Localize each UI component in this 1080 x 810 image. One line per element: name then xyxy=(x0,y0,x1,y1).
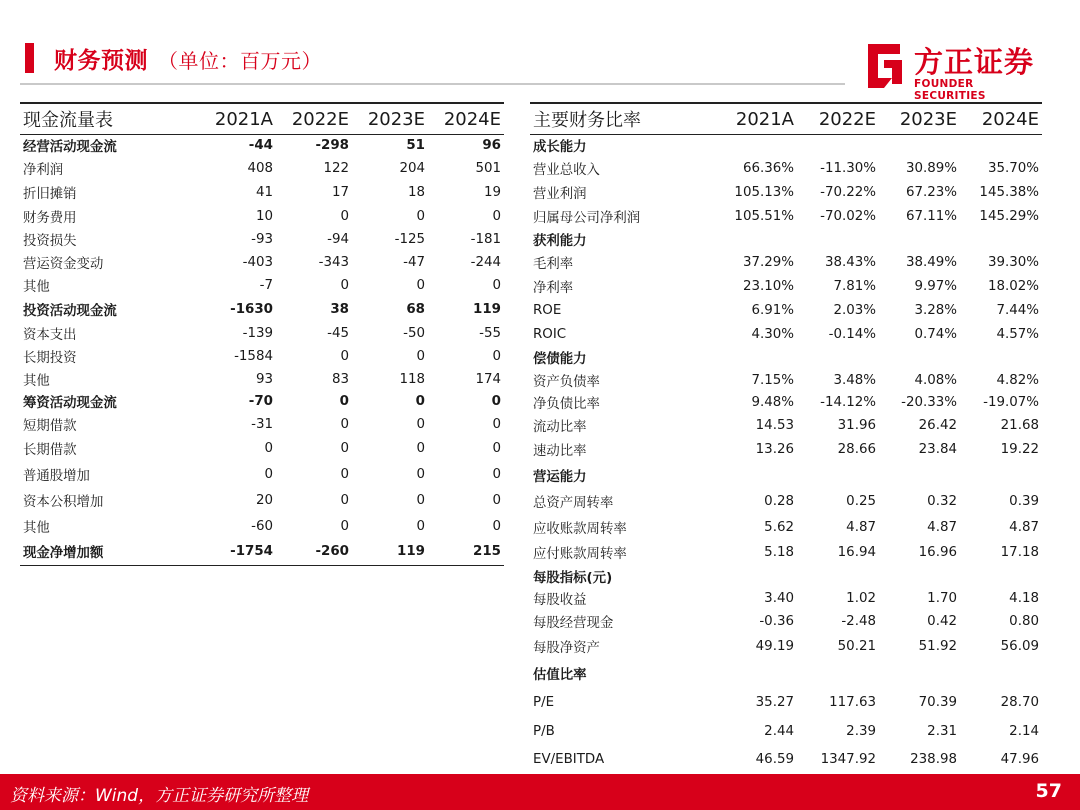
row-label: 其他 xyxy=(23,373,50,389)
row-value: 28.70 xyxy=(1000,694,1039,710)
row-value: 0 xyxy=(416,467,425,482)
row-value: 21.68 xyxy=(1000,417,1039,433)
row-label: 净负债比率 xyxy=(533,397,600,412)
row-value: 0 xyxy=(492,493,501,508)
row-value: 41 xyxy=(255,185,273,200)
title-unit: （单位：百万元） xyxy=(158,49,322,73)
row-value: -260 xyxy=(276,539,352,566)
row-value: 119 xyxy=(473,302,501,317)
row-value: 5.18 xyxy=(764,545,794,560)
row-value: 117.63 xyxy=(829,694,876,710)
row-label: 每股经营现金 xyxy=(533,616,614,631)
row-value: 6.91% xyxy=(751,303,794,318)
row-value: 66.36% xyxy=(742,161,794,176)
row-value: 2.44 xyxy=(764,723,794,739)
row-value: 7.15% xyxy=(751,372,794,388)
row-value xyxy=(710,229,797,251)
row-value: 4.87 xyxy=(1009,519,1039,535)
row-label: 短期借款 xyxy=(23,418,77,434)
row-value: -45 xyxy=(327,326,349,341)
row-value: -93 xyxy=(251,231,273,247)
section-row xyxy=(20,298,504,322)
row-value xyxy=(960,566,1042,588)
row-value: 3.40 xyxy=(764,591,794,606)
row-value xyxy=(797,463,879,489)
table-row xyxy=(530,299,1042,323)
row-value: 0 xyxy=(492,416,501,432)
section-row xyxy=(530,659,1042,688)
row-label: 估值比率 xyxy=(533,667,587,683)
row-label: 净利率 xyxy=(533,281,574,296)
row-value: 20 xyxy=(255,493,273,508)
row-value: -244 xyxy=(470,254,501,270)
row-value: 501 xyxy=(475,161,501,176)
row-value: -181 xyxy=(470,231,501,247)
row-value: 0 xyxy=(264,441,273,456)
row-value: 174 xyxy=(475,371,501,387)
row-value: 145.29% xyxy=(979,209,1039,224)
row-value: -0.14% xyxy=(828,327,876,342)
table-row xyxy=(530,323,1042,347)
row-label: 资本支出 xyxy=(23,328,77,343)
page-number: 57 xyxy=(1035,780,1062,802)
row-value: 4.57% xyxy=(996,327,1039,342)
row-label: 现金净增加额 xyxy=(20,539,200,566)
table-title-header: 主要财务比率 xyxy=(530,103,710,135)
year-column-header: 2024E xyxy=(960,103,1042,135)
row-value: 0 xyxy=(492,349,501,364)
row-value: -31 xyxy=(251,416,273,432)
row-value: 38.49% xyxy=(905,255,957,270)
row-value: 46.59 xyxy=(710,746,797,775)
section-row xyxy=(20,539,504,566)
row-value: 31.96 xyxy=(837,417,876,433)
row-value: 4.30% xyxy=(751,327,794,342)
row-value: 17.18 xyxy=(1000,545,1039,560)
row-label: ROE xyxy=(533,303,562,318)
row-value: 38 xyxy=(330,302,349,317)
row-value: 0 xyxy=(416,416,425,432)
row-label: 筹资活动现金流 xyxy=(23,396,117,411)
row-value: 238.98 xyxy=(879,746,960,775)
section-row xyxy=(530,463,1042,489)
row-value xyxy=(797,566,879,588)
row-value: 0 xyxy=(491,394,501,409)
table-row xyxy=(530,392,1042,414)
row-label: 资本公积增加 xyxy=(23,495,104,510)
section-row xyxy=(20,391,504,413)
row-value xyxy=(879,566,960,588)
row-value xyxy=(710,659,797,688)
row-value: -1584 xyxy=(234,349,273,364)
row-label: 资产负债率 xyxy=(533,374,600,390)
row-label: 净利润 xyxy=(23,163,64,178)
logo-cn-text: 方正证券 xyxy=(914,45,1035,79)
row-value: 119 xyxy=(352,539,428,566)
title-text: 财务预测 xyxy=(54,48,148,74)
row-value xyxy=(879,463,960,489)
row-value xyxy=(879,659,960,688)
row-value xyxy=(960,347,1042,369)
row-label: 其他 xyxy=(23,520,50,536)
row-value: 0.25 xyxy=(846,494,876,509)
row-value: 37.29% xyxy=(742,255,794,270)
table-row xyxy=(20,322,504,346)
row-value: -50 xyxy=(403,326,425,341)
row-label: 每股净资产 xyxy=(533,640,600,656)
row-value: -14.12% xyxy=(820,395,876,410)
row-value: 0 xyxy=(492,208,501,224)
row-label: 折旧摊销 xyxy=(23,187,77,202)
table-row xyxy=(530,251,1042,275)
row-value: 122 xyxy=(323,161,349,176)
row-value xyxy=(960,229,1042,251)
row-value: 1.70 xyxy=(927,591,957,606)
row-value: 0.32 xyxy=(927,494,957,509)
table-row xyxy=(20,413,504,436)
section-row xyxy=(530,135,1042,157)
row-value: -298 xyxy=(315,138,349,154)
row-value: 9.48% xyxy=(751,395,794,410)
row-value: -94 xyxy=(327,231,349,247)
row-value: 0 xyxy=(340,349,349,364)
row-value: 7.81% xyxy=(833,279,876,294)
row-label: 毛利率 xyxy=(533,257,574,272)
row-value: 0 xyxy=(340,278,349,293)
footer-bar xyxy=(0,774,1080,810)
row-label: 归属母公司净利润 xyxy=(533,211,641,226)
row-value: -70.02% xyxy=(820,209,876,224)
table-title-header: 现金流量表 xyxy=(20,103,200,135)
founder-logo-icon xyxy=(862,40,908,90)
table-row xyxy=(20,346,504,368)
table-row xyxy=(20,181,504,205)
table-row xyxy=(20,205,504,228)
table-row xyxy=(20,436,504,462)
row-value: 2.31 xyxy=(927,723,957,739)
row-value: 51 xyxy=(406,138,425,154)
ratios-table xyxy=(530,102,1042,775)
table-row xyxy=(530,610,1042,634)
row-value xyxy=(879,229,960,251)
row-label: EV/EBITDA xyxy=(530,746,710,775)
row-value: 0 xyxy=(339,394,349,409)
row-value: 0 xyxy=(415,394,425,409)
row-value: 18 xyxy=(407,185,425,200)
row-value: -44 xyxy=(248,138,273,154)
source-note: 资料来源：Wind，方正证券研究所整理 xyxy=(10,786,309,806)
year-column-header: 2023E xyxy=(352,103,428,135)
row-value xyxy=(797,659,879,688)
table-row xyxy=(530,369,1042,392)
row-value: 9.97% xyxy=(914,279,957,294)
table-row xyxy=(20,514,504,539)
row-value xyxy=(710,135,797,157)
row-label: 总资产周转率 xyxy=(533,496,614,511)
row-value xyxy=(960,659,1042,688)
row-label: 投资损失 xyxy=(23,233,77,249)
row-label: 经营活动现金流 xyxy=(23,140,117,156)
row-value: 0.80 xyxy=(1009,614,1039,629)
row-value: -125 xyxy=(394,231,425,247)
row-label: 应付账款周转率 xyxy=(533,547,627,562)
row-value: 0 xyxy=(340,467,349,482)
year-column-header: 2021A xyxy=(710,103,797,135)
row-value: 0.42 xyxy=(927,614,957,629)
row-value: 50.21 xyxy=(837,638,876,654)
row-value: 68 xyxy=(406,302,425,317)
table-row xyxy=(530,275,1042,299)
row-value xyxy=(797,135,879,157)
row-value: 215 xyxy=(428,539,504,566)
row-value: 18.02% xyxy=(987,279,1039,294)
row-label: 财务费用 xyxy=(23,210,77,226)
page-title xyxy=(54,42,322,75)
row-value: 2.39 xyxy=(846,723,876,739)
row-value: 0 xyxy=(416,349,425,364)
row-value: 30.89% xyxy=(905,161,957,176)
row-value: 17 xyxy=(331,185,349,200)
row-value: 4.08% xyxy=(914,372,957,388)
table-row xyxy=(530,515,1042,540)
row-value: 0 xyxy=(492,518,501,534)
row-value: 0 xyxy=(416,208,425,224)
row-value: 35.70% xyxy=(987,161,1039,176)
row-value: 93 xyxy=(255,371,273,387)
row-value: -55 xyxy=(479,326,501,341)
row-value: 408 xyxy=(247,161,273,176)
year-column-header: 2022E xyxy=(276,103,352,135)
table-row xyxy=(530,688,1042,717)
year-column-header: 2024E xyxy=(428,103,504,135)
row-value: 4.87 xyxy=(846,519,876,535)
table-row xyxy=(530,746,1042,775)
row-value: -343 xyxy=(318,254,349,270)
row-value xyxy=(960,463,1042,489)
row-value: 145.38% xyxy=(979,185,1039,200)
row-label: 获利能力 xyxy=(533,234,587,249)
row-value: -7 xyxy=(259,278,273,293)
table-row xyxy=(20,488,504,514)
year-column-header: 2021A xyxy=(200,103,276,135)
row-value: 49.19 xyxy=(755,638,794,654)
row-value: 3.28% xyxy=(914,303,957,318)
table-row xyxy=(530,205,1042,229)
table-row xyxy=(20,251,504,274)
row-value xyxy=(797,229,879,251)
row-value: 0.74% xyxy=(914,327,957,342)
row-value: 19 xyxy=(483,185,501,200)
row-value: 13.26 xyxy=(755,442,794,457)
row-value: 4.82% xyxy=(996,372,1039,388)
table-row xyxy=(530,634,1042,659)
row-value: 7.44% xyxy=(996,303,1039,318)
cashflow-table xyxy=(20,102,504,566)
row-value: 0 xyxy=(340,493,349,508)
row-value: -70 xyxy=(248,394,273,409)
row-value: 51.92 xyxy=(918,638,957,654)
row-value: 204 xyxy=(399,161,425,176)
row-value: 47.96 xyxy=(960,746,1042,775)
table-row xyxy=(530,414,1042,437)
row-label: 营运能力 xyxy=(533,470,587,485)
row-value: 0 xyxy=(416,278,425,293)
row-value: 0 xyxy=(340,416,349,432)
row-label: 成长能力 xyxy=(533,140,587,156)
table-row xyxy=(530,157,1042,181)
row-value: 0 xyxy=(492,441,501,456)
row-value: 1.02 xyxy=(846,591,876,606)
section-row xyxy=(530,566,1042,588)
row-value: 0 xyxy=(264,467,273,482)
row-value: 105.13% xyxy=(734,185,794,200)
row-value: 0 xyxy=(416,441,425,456)
row-label: P/B xyxy=(533,723,555,739)
title-divider xyxy=(20,83,845,85)
logo-en-text: FOUNDER SECURITIES xyxy=(914,78,986,102)
section-row xyxy=(530,347,1042,369)
row-value: 10 xyxy=(255,208,273,224)
row-value: 5.62 xyxy=(764,519,794,535)
row-value xyxy=(710,566,797,588)
section-row xyxy=(530,229,1042,251)
row-value: 67.11% xyxy=(905,209,957,224)
row-value: 0 xyxy=(340,208,349,224)
row-value: 0 xyxy=(416,518,425,534)
table-row xyxy=(20,368,504,391)
row-value: -403 xyxy=(242,254,273,270)
row-value: 1347.92 xyxy=(797,746,879,775)
row-value: 105.51% xyxy=(734,209,794,224)
row-label: ROIC xyxy=(533,327,567,342)
row-value: 39.30% xyxy=(987,255,1039,270)
row-label: 应收账款周转率 xyxy=(533,521,627,537)
row-value: -1630 xyxy=(230,302,273,317)
row-value: 56.09 xyxy=(1000,638,1039,654)
row-value: 0 xyxy=(492,278,501,293)
row-value: 96 xyxy=(482,138,501,154)
row-value: 23.10% xyxy=(742,279,794,294)
row-label: 流动比率 xyxy=(533,419,587,435)
table-row xyxy=(20,274,504,298)
title-accent-bar xyxy=(25,43,34,73)
row-value: 14.53 xyxy=(755,417,794,433)
row-value: -2.48 xyxy=(841,614,876,629)
row-value: 0 xyxy=(416,493,425,508)
row-label: 普通股增加 xyxy=(23,469,90,484)
row-label: 偿债能力 xyxy=(533,352,587,367)
row-value: -139 xyxy=(242,326,273,341)
row-label: 每股指标(元) xyxy=(533,571,613,586)
section-row xyxy=(20,135,504,157)
row-label: 其他 xyxy=(23,280,50,295)
row-value: 0.28 xyxy=(764,494,794,509)
row-value xyxy=(960,135,1042,157)
row-value: 0 xyxy=(340,518,349,534)
row-value: 16.94 xyxy=(837,545,876,560)
row-value: 4.87 xyxy=(927,519,957,535)
table-row xyxy=(530,181,1042,205)
row-value xyxy=(879,347,960,369)
row-label: 每股收益 xyxy=(533,593,587,608)
table-row xyxy=(20,462,504,488)
table-row xyxy=(20,228,504,251)
row-value: 28.66 xyxy=(837,442,876,457)
row-value: 16.96 xyxy=(918,545,957,560)
row-value: 2.14 xyxy=(1009,723,1039,739)
row-value: 23.84 xyxy=(918,442,957,457)
table-row xyxy=(20,157,504,181)
row-value: -19.07% xyxy=(983,395,1039,410)
row-value: -20.33% xyxy=(901,395,957,410)
row-value: 83 xyxy=(331,371,349,387)
table-row xyxy=(530,588,1042,610)
row-label: 营运资金变动 xyxy=(23,256,104,272)
row-value: -0.36 xyxy=(759,614,794,629)
row-value: -70.22% xyxy=(820,185,876,200)
row-value: 2.03% xyxy=(833,303,876,318)
row-value: 3.48% xyxy=(833,372,876,388)
row-label: 营业总收入 xyxy=(533,163,600,178)
row-value: -1754 xyxy=(200,539,276,566)
year-column-header: 2022E xyxy=(797,103,879,135)
row-label: 投资活动现金流 xyxy=(23,304,117,319)
row-value: -11.30% xyxy=(820,161,876,176)
founder-logo xyxy=(862,38,1047,102)
row-value: 4.18 xyxy=(1009,591,1039,606)
row-value: -60 xyxy=(251,518,273,534)
row-value: 70.39 xyxy=(918,694,957,710)
row-value: 0 xyxy=(340,441,349,456)
table-row xyxy=(530,489,1042,515)
row-value: 0 xyxy=(492,467,501,482)
row-value: -47 xyxy=(403,254,425,270)
row-label: 长期借款 xyxy=(23,443,77,458)
row-value: 67.23% xyxy=(905,185,957,200)
row-value xyxy=(879,135,960,157)
row-label: 速动比率 xyxy=(533,444,587,459)
row-value: 0.39 xyxy=(1009,494,1039,509)
table-row xyxy=(530,540,1042,566)
row-value xyxy=(797,347,879,369)
row-value: 19.22 xyxy=(1000,442,1039,457)
row-label: P/E xyxy=(533,694,555,710)
row-value xyxy=(710,347,797,369)
row-value xyxy=(710,463,797,489)
row-value: 38.43% xyxy=(824,255,876,270)
row-value: 35.27 xyxy=(755,694,794,710)
table-row xyxy=(530,437,1042,463)
year-column-header: 2023E xyxy=(879,103,960,135)
row-value: 26.42 xyxy=(918,417,957,433)
row-label: 营业利润 xyxy=(533,187,587,202)
row-value: 118 xyxy=(399,371,425,387)
row-label: 长期投资 xyxy=(23,351,77,366)
table-row xyxy=(530,717,1042,746)
